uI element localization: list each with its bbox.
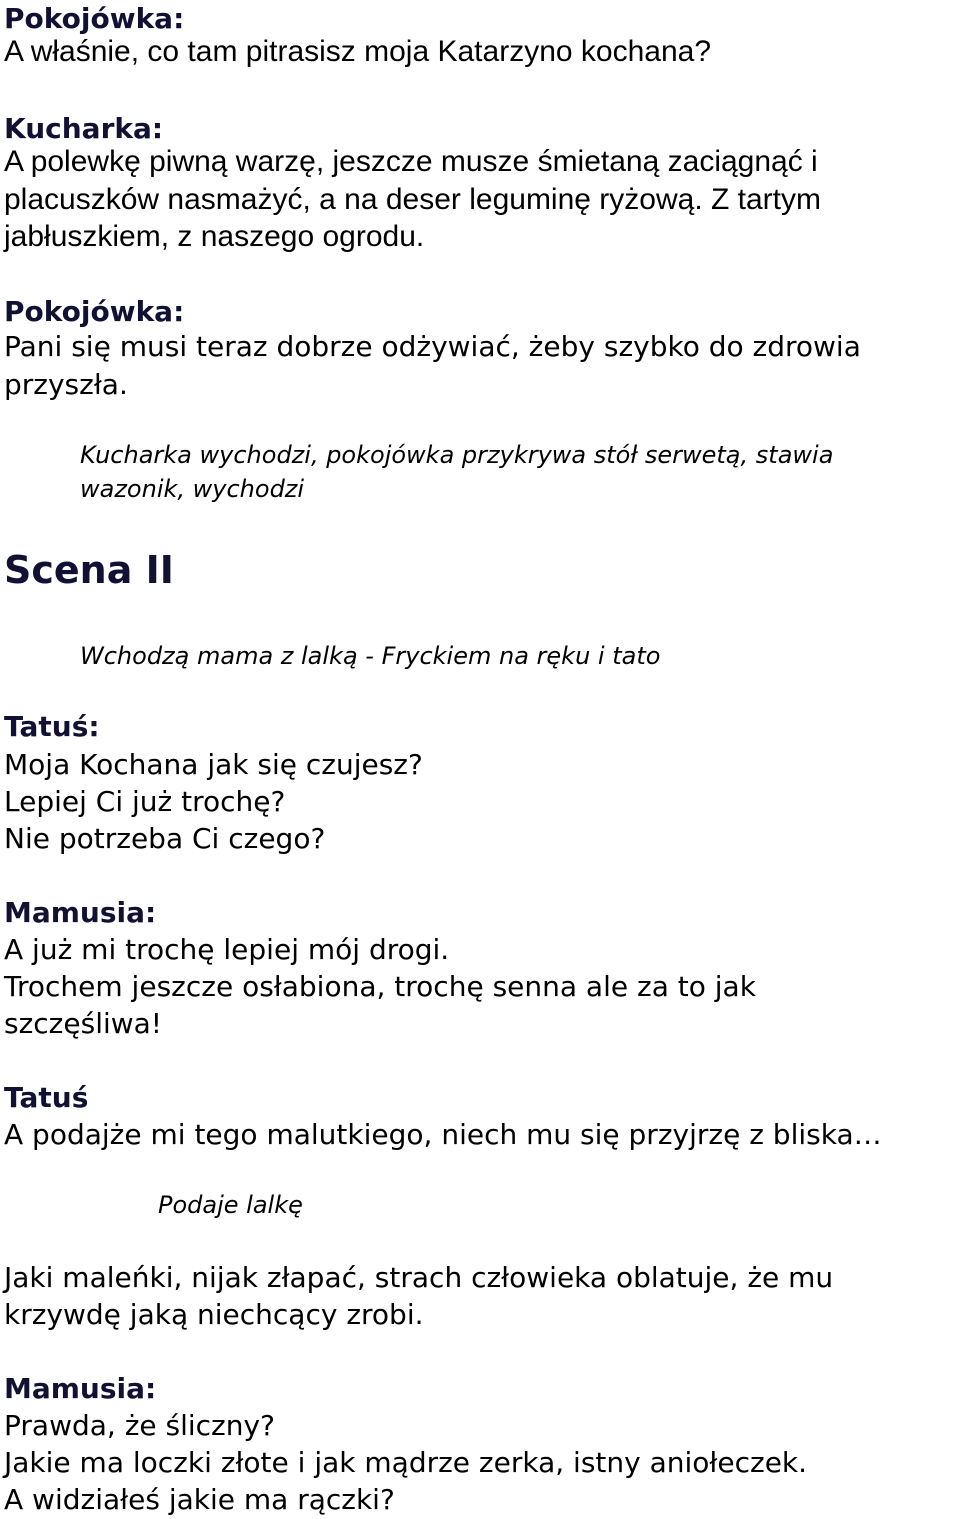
dialogue-line: A polewkę piwną warzę, jeszcze musze śmietaną zaciągnąć i (4, 145, 818, 178)
dialogue-line: A widziałeś jakie ma rączki? (4, 1483, 395, 1516)
speaker-label: Pokojówka: (4, 295, 185, 328)
dialogue-line: Jakie ma loczki złote i jak mądrze zerka, istny aniołeczek. (4, 1446, 808, 1479)
dialogue-line: Lepiej Ci już trochę? (4, 785, 286, 818)
dialogue-line: Jaki maleńki, nijak złapać, strach człowieka oblatuje, że mu (4, 1261, 834, 1294)
dialogue-line: szczęśliwa! (4, 1007, 163, 1040)
stage-direction: wazonik, wychodzi (80, 475, 305, 503)
dialogue-line: jabłuszkiem, z naszego ogrodu. (4, 220, 425, 253)
dialogue-line: przyszła. (4, 368, 128, 401)
speaker-label: Mamusia: (4, 896, 157, 929)
dialogue-line: Trochem jeszcze osłabiona, trochę senna ale za to jak (4, 970, 756, 1003)
speaker-label: Tatuś (4, 1081, 89, 1114)
dialogue-line: A już mi trochę lepiej mój drogi. (4, 933, 450, 966)
dialogue-line: krzywdę jaką niechcący zrobi. (4, 1298, 424, 1331)
stage-direction: Kucharka wychodzi, pokojówka przykrywa stół serwetą, stawia (80, 441, 834, 469)
speaker-label: Pokojówka: (4, 2, 185, 35)
speaker-label: Kucharka: (4, 112, 164, 145)
dialogue-line: Moja Kochana jak się czujesz? (4, 748, 423, 781)
dialogue-line: Prawda, że śliczny? (4, 1409, 275, 1442)
speaker-label: Mamusia: (4, 1372, 157, 1405)
dialogue-line: Pani się musi teraz dobrze odżywiać, żeby szybko do zdrowia (4, 330, 861, 363)
stage-direction: Wchodzą mama z lalką - Fryckiem na ręku i tato (80, 642, 661, 670)
dialogue-line: placuszków nasmażyć, a na deser leguminę ryżową. Z tartym (4, 183, 821, 216)
dialogue-line: A właśnie, co tam pitrasisz moja Katarzyno kochana? (4, 35, 712, 68)
dialogue-line: A podajże mi tego malutkiego, niech mu się przyjrzę z bliska… (4, 1118, 882, 1151)
speaker-label: Tatuś: (4, 710, 100, 743)
dialogue-line: Nie potrzeba Ci czego? (4, 822, 326, 855)
stage-direction: Podaje lalkę (158, 1191, 303, 1219)
scene-title: Scena II (4, 548, 174, 592)
